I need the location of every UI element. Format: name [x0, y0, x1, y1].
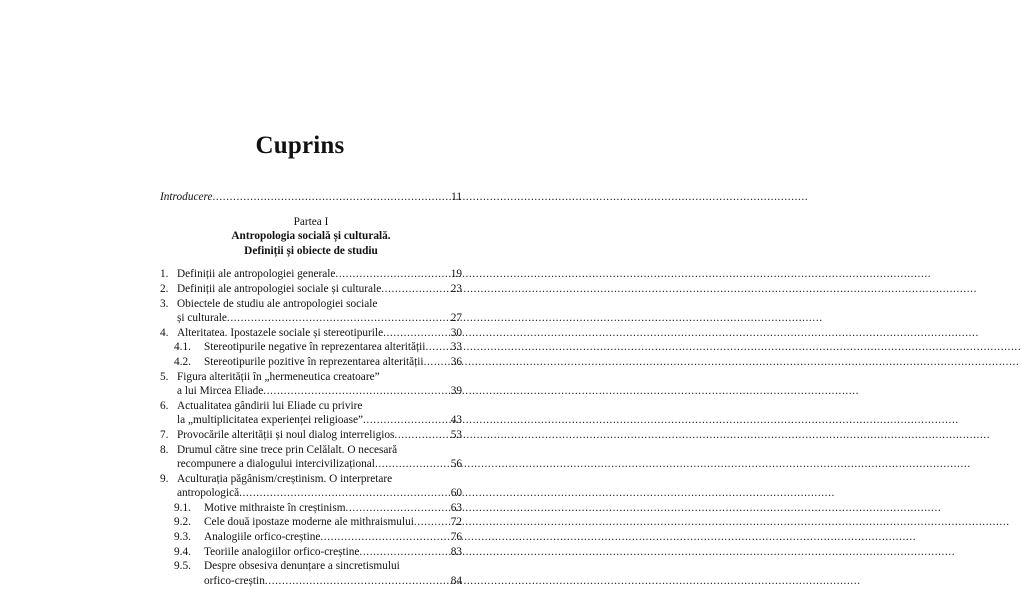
- toc-entry-line: [160, 443, 462, 458]
- toc-entry: [160, 297, 462, 326]
- dot-leader: [375, 457, 450, 472]
- toc-entry-text: la „multiplicitatea experienței religioase”: [177, 414, 363, 427]
- toc-entry-line: [160, 267, 462, 282]
- dot-leader: [414, 515, 450, 530]
- toc-entry: [160, 515, 462, 530]
- toc-entry-number: 2.: [160, 282, 169, 295]
- toc-page-number: 19: [450, 268, 462, 281]
- toc-page-number: 63: [450, 501, 462, 514]
- table-of-contents: [160, 190, 462, 588]
- toc-entry-line: [160, 370, 462, 385]
- toc-entry: [160, 443, 462, 472]
- dot-leader: [359, 545, 450, 560]
- toc-entry-text: Definiții ale antropologiei generale: [177, 268, 336, 281]
- toc-entry-text: antropologică: [177, 487, 240, 500]
- toc-entry-text: Teoriile analogiilor orfico-creștine: [204, 545, 360, 558]
- toc-entry-line: [160, 472, 462, 487]
- toc-entry-text: Despre obsesiva denunțare a sincretismului: [204, 560, 400, 573]
- toc-entry-number: 1.: [160, 268, 169, 281]
- toc-page-number: 36: [450, 355, 462, 368]
- toc-entry-text: Stereotipurile negative în reprezentarea alterității: [204, 341, 426, 354]
- toc-entry-text: Stereotipurile pozitive în reprezentarea alterității: [204, 355, 424, 368]
- toc-entry-line: [160, 545, 462, 560]
- dot-leader: [425, 340, 450, 355]
- toc-entry-number: 9.: [160, 472, 169, 485]
- toc-entry-line: [160, 355, 462, 370]
- toc-entry-number: 9.2.: [174, 516, 191, 529]
- toc-entry-introduction: [160, 190, 462, 205]
- toc-page-number: 84: [450, 574, 462, 587]
- toc-entry: [160, 282, 462, 297]
- toc-page-number: 72: [450, 516, 462, 529]
- dot-leader: [335, 267, 450, 282]
- toc-entry-text: orfico-creștin: [204, 574, 265, 587]
- toc-entry-line: [160, 486, 462, 501]
- dot-leader: [394, 428, 450, 443]
- toc-entry: [160, 530, 462, 545]
- toc-entry-number: 6.: [160, 399, 169, 412]
- toc-entry-line: [160, 559, 462, 574]
- toc-entry-line: [160, 340, 462, 355]
- toc-entry-label: Introducere: [160, 191, 213, 203]
- page-title: Cuprins: [255, 132, 345, 159]
- toc-entry-number: 9.3.: [174, 531, 191, 544]
- dot-leader: [239, 486, 450, 501]
- toc-entry: [160, 355, 462, 370]
- dot-leader: [383, 326, 450, 341]
- toc-entry: [160, 370, 462, 399]
- toc-entry-number: 8.: [160, 443, 169, 456]
- toc-entry-line: [160, 311, 462, 326]
- dot-leader: [265, 574, 450, 589]
- toc-page-number: 27: [450, 312, 462, 325]
- toc-entry-number: 9.1.: [174, 501, 191, 514]
- part-label: Partea I: [293, 215, 329, 228]
- toc-entry-number: 9.4.: [174, 545, 191, 558]
- toc-entry-line: [160, 384, 462, 399]
- dot-leader: [424, 355, 450, 370]
- toc-entry-line: [160, 428, 462, 443]
- toc-entry-line: [160, 282, 462, 297]
- toc-entry-text: recompunere a dialogului intercivilizațional: [177, 458, 375, 471]
- toc-page-number: 30: [450, 326, 462, 339]
- dot-leader: [381, 282, 450, 297]
- toc-page-number: 53: [450, 428, 462, 441]
- toc-page-number: 23: [450, 282, 462, 295]
- toc-entry-text: Aculturația păgânism/creștinism. O interpretare: [177, 472, 393, 485]
- part-heading: [160, 215, 462, 259]
- part-title-line-1: Antropologia socială și culturală.: [231, 230, 391, 243]
- toc-entry-number: 9.5.: [174, 560, 191, 573]
- toc-entry-number: 4.: [160, 326, 169, 339]
- toc-entry-text: Obiectele de studiu ale antropologiei sociale: [177, 297, 378, 310]
- toc-page-number: 56: [450, 458, 462, 471]
- toc-entry-line: [160, 413, 462, 428]
- toc-entry-text: Actualitatea gândirii lui Eliade cu privire: [177, 399, 363, 412]
- toc-entry-text: a lui Mircea Eliade: [177, 385, 264, 398]
- toc-entry-number: 5.: [160, 370, 169, 383]
- toc-entry-text: Provocările alterității și noul dialog interreligios: [177, 428, 395, 441]
- toc-entry-line: [160, 326, 462, 341]
- toc-entry: [160, 501, 462, 516]
- toc-entries: [160, 267, 462, 588]
- toc-entry-text: Figura alterității în „hermeneutica creatoare”: [177, 370, 380, 383]
- toc-entry: [160, 472, 462, 501]
- toc-entry-text: Cele două ipostaze moderne ale mithraismului: [204, 516, 414, 529]
- toc-page-number: 33: [450, 341, 462, 354]
- toc-page-number: 83: [450, 545, 462, 558]
- toc-page-number: 43: [450, 414, 462, 427]
- toc-entry-line: [160, 399, 462, 414]
- dot-leader: [227, 311, 450, 326]
- toc-page-number: 11: [451, 191, 462, 203]
- toc-entry-number: 4.1.: [174, 341, 191, 354]
- toc-page-number: 76: [450, 531, 462, 544]
- toc-entry-number: 4.2.: [174, 355, 191, 368]
- dot-leader: [213, 190, 443, 205]
- part-title-line-2: Definiții și obiecte de studiu: [244, 244, 378, 257]
- dot-leader: [363, 413, 450, 428]
- toc-entry-line: [160, 515, 462, 530]
- dot-leader: [263, 384, 450, 399]
- toc-entry: [160, 545, 462, 560]
- toc-entry-line: [160, 574, 462, 589]
- toc-page-number: 60: [450, 487, 462, 500]
- toc-entry: [160, 428, 462, 443]
- toc-page-number: 39: [450, 385, 462, 398]
- toc-entry-line: [160, 457, 462, 472]
- toc-entry-text: Motive mithraiste în creștinism: [204, 501, 346, 514]
- toc-entry-text: Drumul către sine trece prin Celălalt. O necesară: [177, 443, 398, 456]
- toc-entry-line: [160, 297, 462, 312]
- toc-entry: [160, 340, 462, 355]
- toc-entry: [160, 326, 462, 341]
- toc-entry-text: Definiții ale antropologiei sociale și culturale: [177, 282, 382, 295]
- toc-entry-line: [160, 501, 462, 516]
- toc-entry-number: 3.: [160, 297, 169, 310]
- toc-entry-text: Analogiile orfico-creștine: [204, 531, 321, 544]
- dot-leader: [346, 501, 450, 516]
- toc-entry: [160, 399, 462, 428]
- toc-entry-number: 7.: [160, 428, 169, 441]
- toc-entry: [160, 559, 462, 588]
- toc-entry-line: [160, 530, 462, 545]
- toc-entry: [160, 267, 462, 282]
- toc-entry-text: și culturale: [177, 312, 227, 325]
- toc-entry-text: Alteritatea. Ipostazele sociale și stereotipurile: [177, 326, 384, 339]
- dot-leader: [320, 530, 450, 545]
